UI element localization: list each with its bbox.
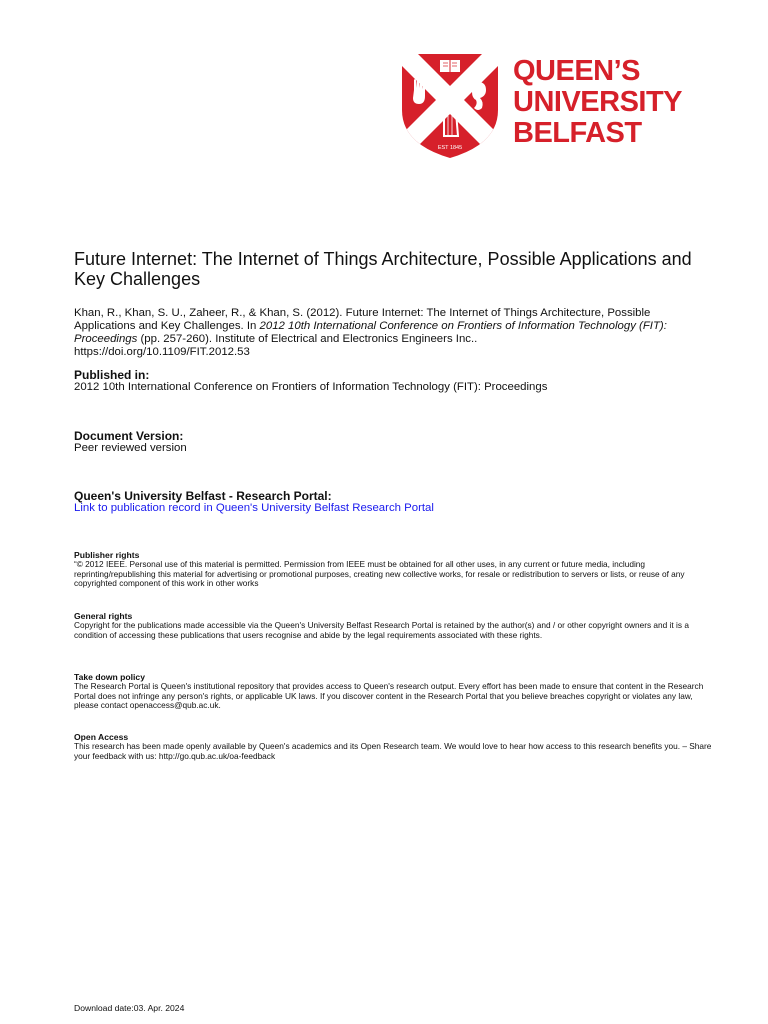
take-down-policy-section xyxy=(74,673,714,711)
document-version-section xyxy=(74,430,714,454)
citation-proceedings: 2012 10th International Conference on Frontiers of Information Technology (FIT): Proceedings xyxy=(74,320,667,345)
take-down-policy-label: Take down policy xyxy=(74,672,145,682)
wordmark-line-2: UNIVERSITY xyxy=(513,86,683,118)
published-in-section xyxy=(74,369,714,393)
citation-doi[interactable]: https://doi.org/10.1109/FIT.2012.53 xyxy=(74,346,250,358)
open-access-label: Open Access xyxy=(74,732,129,742)
publisher-rights-text: “© 2012 IEEE. Personal use of this material is permitted. Permission from IEEE must be obtained for all other uses, in any current or future media, including reprinting/republishing this material for advertising or promotional purposes, creating new collective works, for resale or redistribution to servers or lists, or reuse of any copyrighted component of this work in other works xyxy=(74,559,685,589)
crest-icon xyxy=(400,52,500,160)
open-access-text: This research has been made openly available by Queen's academics and its Open Research team. We would love to hear how access to this research benefits you. – Share your feedback with us: http://go.qub.ac.uk/oa-feedback xyxy=(74,741,712,761)
research-portal-label: Queen's University Belfast - Research Portal: xyxy=(74,489,332,503)
publisher-rights-label: Publisher rights xyxy=(74,550,140,560)
publication-record-link[interactable]: Link to publication record in Queen's University Belfast Research Portal xyxy=(74,502,434,514)
publisher-rights-section xyxy=(74,551,714,589)
general-rights-text: Copyright for the publications made accessible via the Queen's University Belfast Research Portal is retained by the author(s) and / or other copyright owners and it is a condition of accessing these publications that users recognise and abide by the legal requirements associated with these rights. xyxy=(74,620,689,640)
document-version-value: Peer reviewed version xyxy=(74,442,187,454)
research-portal-section xyxy=(74,490,714,514)
citation xyxy=(74,307,704,359)
document-title: Future Internet: The Internet of Things Architecture, Possible Applications and Key Challenges xyxy=(74,249,692,289)
university-logo xyxy=(400,52,720,162)
download-date: Download date:03. Apr. 2024 xyxy=(74,1003,185,1013)
university-wordmark xyxy=(513,56,682,149)
wordmark-line-1: QUEEN’S xyxy=(513,55,641,87)
general-rights-section xyxy=(74,612,714,640)
open-access-section xyxy=(74,733,714,761)
document-version-label: Document Version: xyxy=(74,429,184,443)
take-down-policy-text: The Research Portal is Queen's institutional repository that provides access to Queen's research output. Every effort has been made to ensure that content in the Research Portal does not infringe any person's rights, or applicable UK laws. If you discover content in the Research Portal that you believe breaches copyright or violates any law, please contact openaccess@qub.ac.uk. xyxy=(74,681,704,711)
wordmark-line-3: BELFAST xyxy=(513,117,642,149)
citation-text-1: Khan, R., Khan, S. U., Zaheer, R., & Khan, S. (2012). Future Internet: The Internet of Things Architecture, Possible Applications and Key Challenges. In xyxy=(74,307,651,332)
crest-motto: EST 1845 xyxy=(437,145,463,151)
published-in-label: Published in: xyxy=(74,368,150,382)
citation-text-2: (pp. 257-260). Institute of Electrical and Electronics Engineers Inc.. xyxy=(137,333,478,345)
general-rights-label: General rights xyxy=(74,611,133,621)
published-in-value: 2012 10th International Conference on Frontiers of Information Technology (FIT): Proceedings xyxy=(74,381,548,393)
